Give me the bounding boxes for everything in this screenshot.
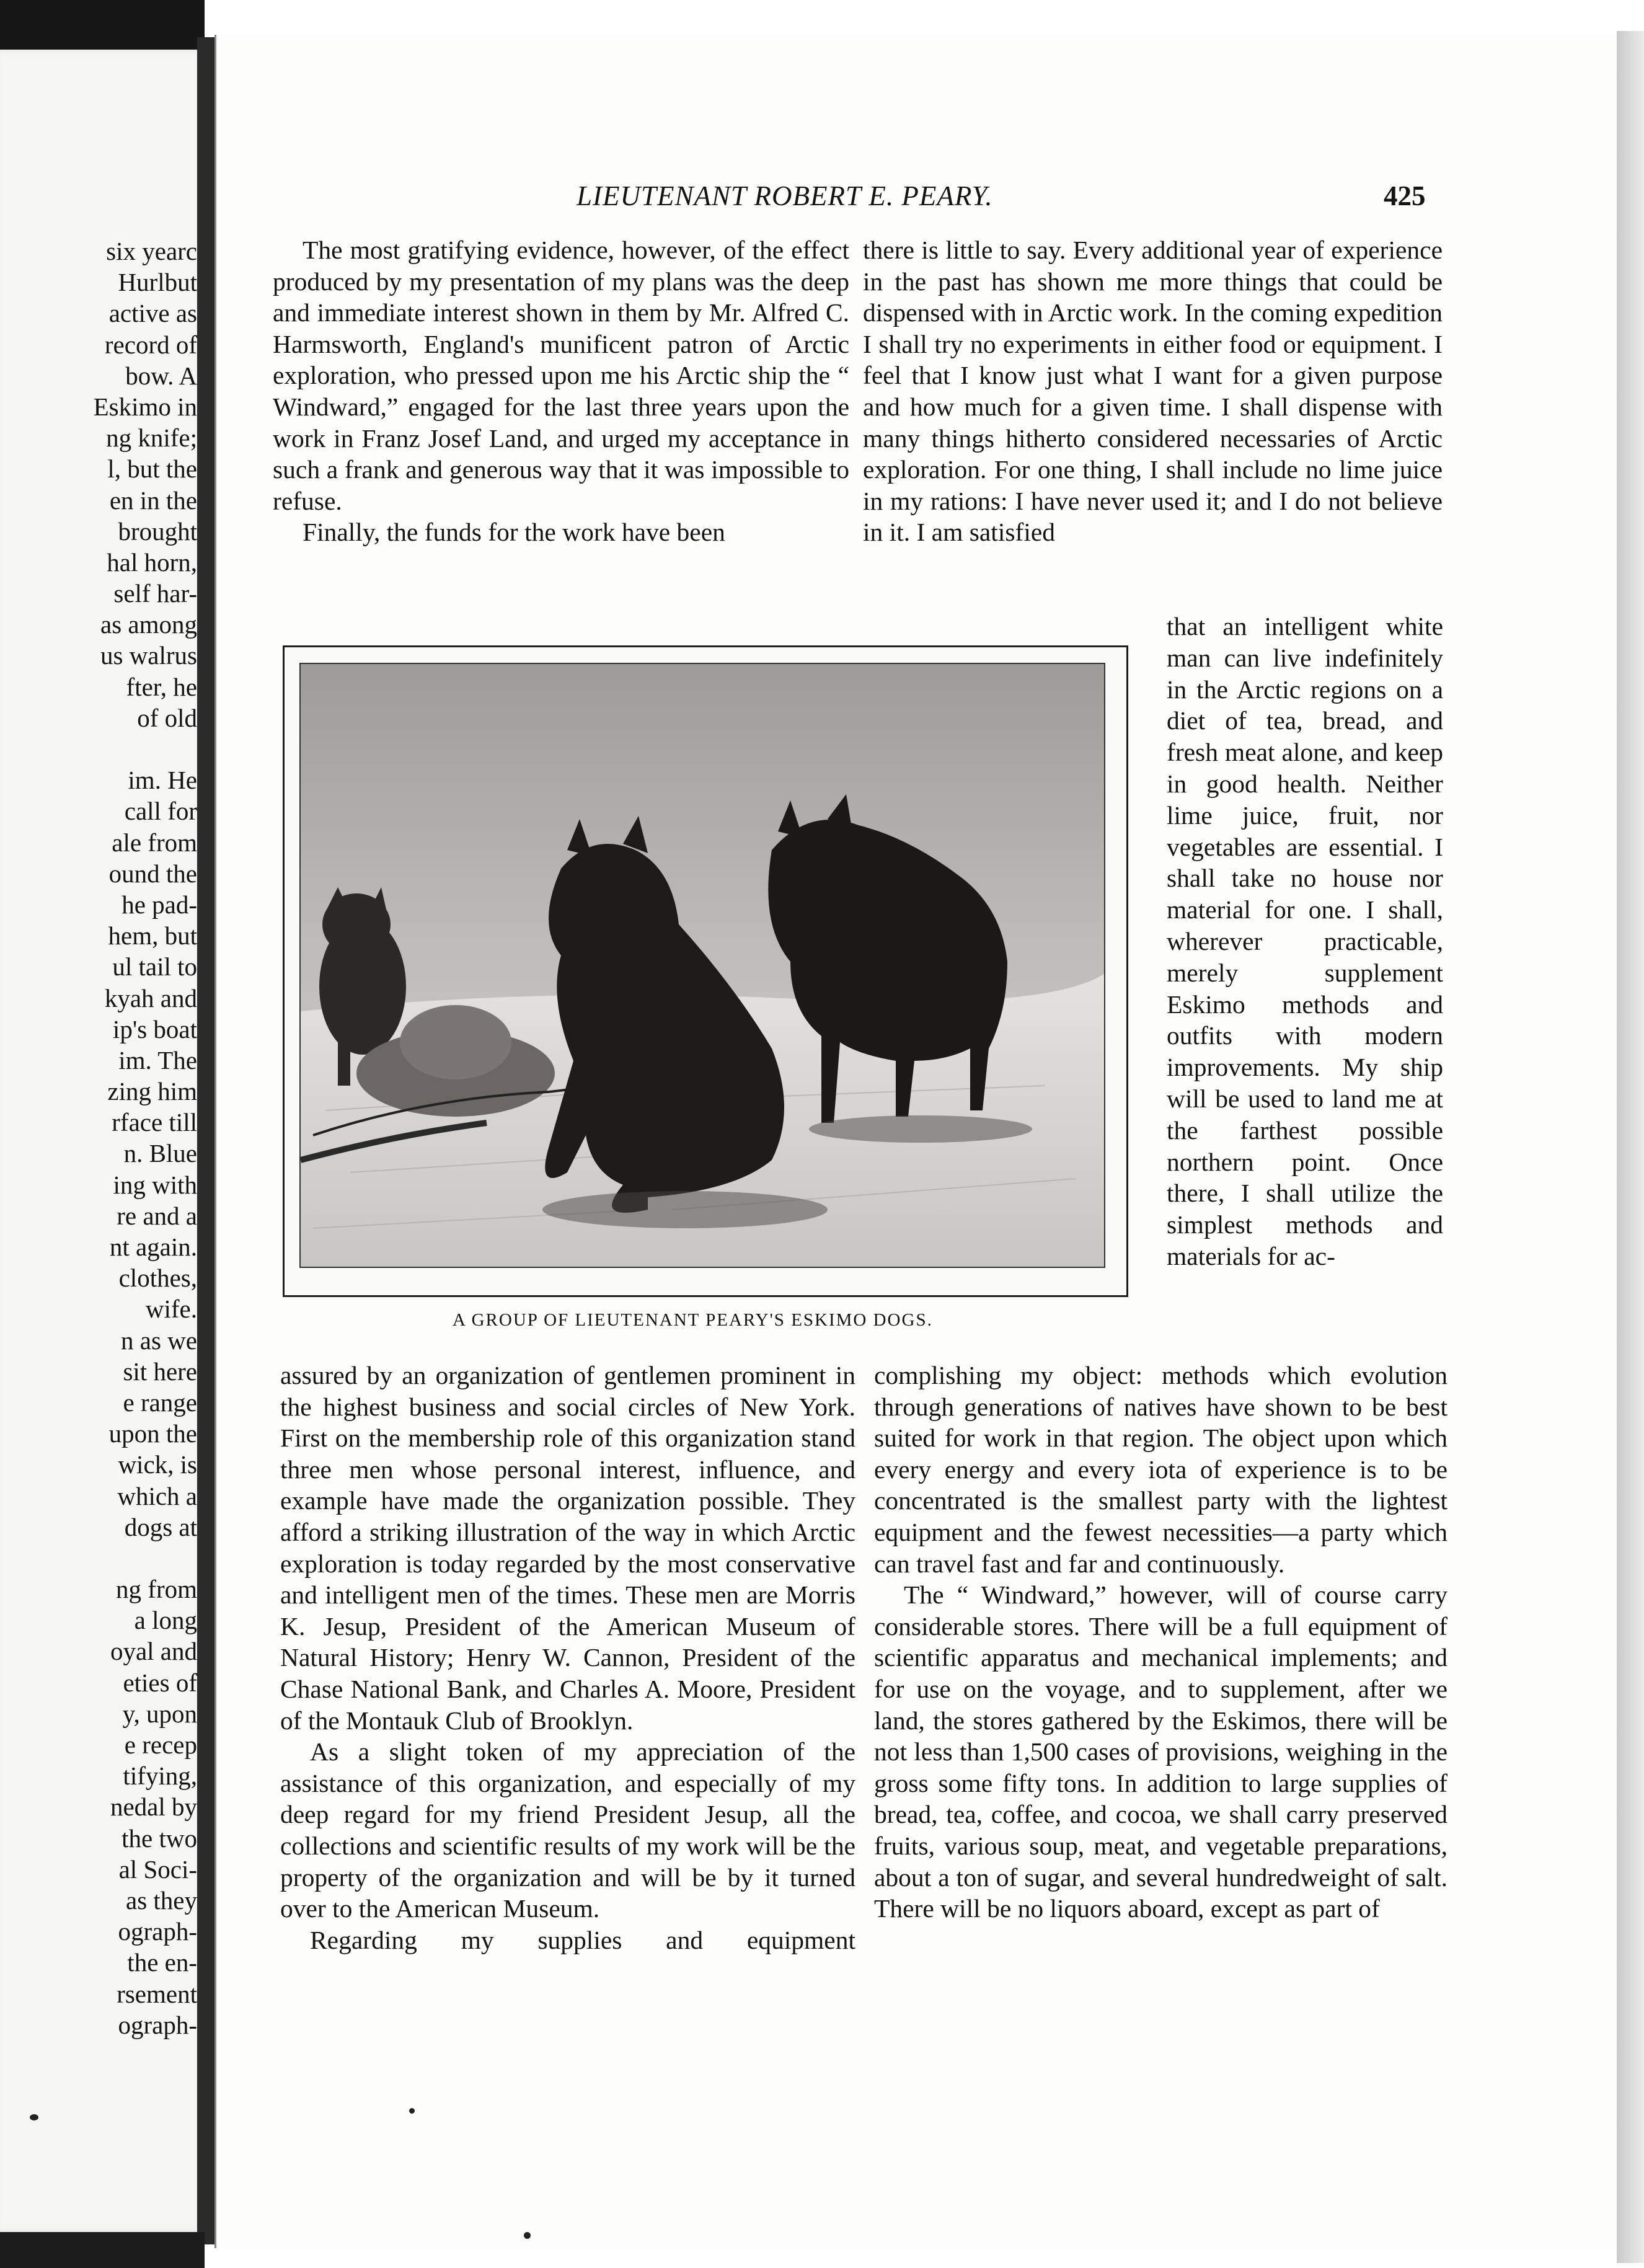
facing-page-line: ng from (116, 1575, 197, 1604)
facing-page-line: fter, he (126, 672, 197, 701)
facing-page-line: Eskimo in (93, 392, 197, 421)
paragraph: The most gratifying evidence, however, of the effect produced by my presentation of my plans was the deep and immediate interest shown in them by Mr. Alfred C. Harmsworth, England's munificent patron of Arctic exploration, who pressed upon me his Arctic ship the “ Windward,” engaged for the last three years upon the work in Franz Josef Land, and urged my acceptance in such a frank and generous way that it was impossible to refuse. (273, 236, 849, 515)
facing-page-line: hem, but (108, 921, 197, 950)
facing-page-line: ng knife; (106, 423, 197, 453)
column-left-top (273, 234, 849, 548)
facing-page-line: of old (137, 703, 197, 732)
page-gutter (197, 37, 214, 2244)
facing-page-line: kyah and (104, 983, 197, 1012)
facing-page-line: nt again. (109, 1233, 197, 1261)
facing-page-line: n as we (121, 1326, 197, 1355)
paragraph: that an intelligent white man can live indefinitely in the Arctic regions on a diet of tea, bread, and fresh meat alone, and keep in good health. Neither lime juice, fruit, nor vegetables are essential. I shall take no house nor material for one. I shall, wherever practicable, merely supplement Eskimo methods and outfits with modern improvements. My ship will be used to land me at the farthest possible northern point. Once there, I shall utilize the simplest methods and materials for ac- (1167, 612, 1443, 1270)
paragraph: As a slight token of my appreciation of the assistance of this organization, and especially of my deep regard for my friend President Jesup, all the collections and scientific results of my work will be the property of the organization and will be by it turned over to the American Museum. (280, 1737, 855, 1923)
column-right-narrow (1167, 611, 1443, 1272)
column-left-bottom (280, 1360, 855, 1956)
paragraph: there is little to say. Every additional year of experience in the past has shown me more things that could be dispensed with in Arctic work. In the coming expedition I shall try no experiments in either food or equipment. I feel that I know just what I want for a given purpose and how much for a given time. I shall dispense with many things hitherto considered necessaries of Arctic exploration. For one thing, I shall include no lime juice in my rations: I have never used it; and I do not believe in it. I am satisfied (863, 236, 1443, 547)
facing-page-line: y, upon (122, 1699, 197, 1728)
paragraph: Regarding my supplies and equipment (310, 1925, 855, 1954)
column-right-bottom (874, 1360, 1447, 1925)
facing-page-line: en in the (109, 485, 197, 515)
facing-page-line: oyal and (110, 1637, 197, 1666)
facing-page-line: a long (134, 1606, 197, 1635)
ink-speck (409, 2108, 415, 2114)
facing-page-line: re and a (117, 1201, 197, 1230)
facing-page-line (0, 733, 197, 764)
paragraph: complishing my object: methods which evolution through generations of natives have shown to be best suited for work in that region. The object upon which every energy and every iota of experience is to be concentrated is the smallest party with the lightest equipment and the fewest necessities—a party which can travel fast and far and continuously. (874, 1361, 1447, 1578)
facing-page-line: n. Blue (123, 1139, 197, 1168)
facing-page-line: dogs at (124, 1512, 197, 1541)
facing-page-line: hal horn, (107, 547, 197, 577)
page-number: 425 (1384, 180, 1426, 211)
facing-page-line: rface till (112, 1108, 197, 1137)
facing-page-line: e recep (124, 1730, 197, 1759)
column-right-top (863, 234, 1443, 548)
eskimo-dogs-illustration (299, 663, 1105, 1268)
facing-page-line: the en- (127, 1948, 197, 1977)
facing-page-line: call for (124, 797, 197, 826)
figure-caption: A GROUP OF LIEUTENANT PEARY'S ESKIMO DOGS. (453, 1310, 933, 1330)
facing-page-line: record of (104, 330, 197, 359)
facing-page-line: ip's boat (112, 1014, 197, 1043)
paragraph: assured by an organization of gentlemen prominent in the highest business and social circles of New York. First on the membership role of this organization stand three men whose personal interest, influence, and example have made the organization possible. They afford a striking illustration of the way in which Arctic exploration is today regarded by the most conservative and intelligent men of the times. These men are Morris K. Jesup, President of the American Museum of Natural History; Henry W. Cannon, President of the Chase National Bank, and Charles A. Moore, President of the Montauk Club of Brooklyn. (280, 1361, 855, 1735)
paragraph: Finally, the funds for the work have been (303, 518, 725, 547)
facing-page-line: Hurlbut (118, 268, 197, 297)
facing-page-line: tifying, (123, 1761, 197, 1791)
facing-page-line (0, 1543, 197, 1574)
facing-page-line: upon the (108, 1419, 197, 1448)
facing-page-line: bow. A (125, 361, 197, 390)
facing-page-line: ograph- (118, 1917, 197, 1946)
facing-page-line: wife. (145, 1295, 197, 1324)
facing-page-line: ul tail to (112, 952, 197, 981)
facing-page-line: nedal by (110, 1792, 197, 1822)
ink-speck (30, 2114, 38, 2120)
facing-page-line: ing with (113, 1170, 197, 1199)
facing-page-line: as they (126, 1885, 197, 1915)
running-title: LIEUTENANT ROBERT E. PEARY. (577, 180, 993, 211)
facing-page-line: ale from (112, 828, 197, 857)
facing-page-line: active as (108, 299, 197, 328)
scan-border-right (1617, 31, 1644, 2263)
facing-page-line: which a (117, 1481, 197, 1510)
facing-page-line: the two (122, 1823, 197, 1853)
facing-page-line: ound the (108, 859, 197, 888)
facing-page-line: self har- (113, 579, 197, 608)
facing-page-line: im. The (118, 1045, 197, 1074)
scan-border-top (0, 0, 205, 50)
ink-speck (524, 2232, 531, 2239)
facing-page-line: as among (100, 610, 197, 639)
figure-frame (283, 645, 1128, 1297)
scan-border-bottom (0, 2232, 205, 2268)
facing-page-line: he pad- (122, 890, 197, 919)
facing-page-line: al Soci- (118, 1854, 197, 1884)
facing-page-line: sit here (123, 1357, 197, 1386)
facing-page-line: l, but the (107, 454, 197, 484)
facing-page-line: eties of (123, 1668, 197, 1697)
facing-page-line: clothes, (118, 1264, 197, 1293)
facing-page-line: ograph- (118, 2010, 197, 2039)
facing-page-line: e range (123, 1388, 197, 1417)
paragraph: The “ Windward,” however, will of course carry considerable stores. There will be a full equipment of scientific apparatus and mechanical implements; and for use on the voyage, and to supplement, after we land, the stores gathered by the Eskimos, there will be not less than 1,500 cases of provisions, weighing in the gross some fifty tons. In addition to large supplies of bread, tea, coffee, and cocoa, we shall carry preserved fruits, various soup, meat, and vegetable preparations, about a ton of sugar, and several hundredweight of salt. There will be no liquors aboard, except as part of (874, 1580, 1447, 1923)
facing-page-text-fragments (0, 236, 197, 2040)
facing-page-line: us walrus (100, 641, 197, 670)
facing-page-line: zing him (107, 1077, 197, 1106)
facing-page-line: six yearc (106, 237, 197, 265)
facing-page-line: wick, is (118, 1450, 197, 1479)
facing-page-line: rsement (117, 1979, 197, 2008)
facing-page-line: im. He (128, 766, 197, 795)
facing-page-line: brought (118, 516, 197, 546)
